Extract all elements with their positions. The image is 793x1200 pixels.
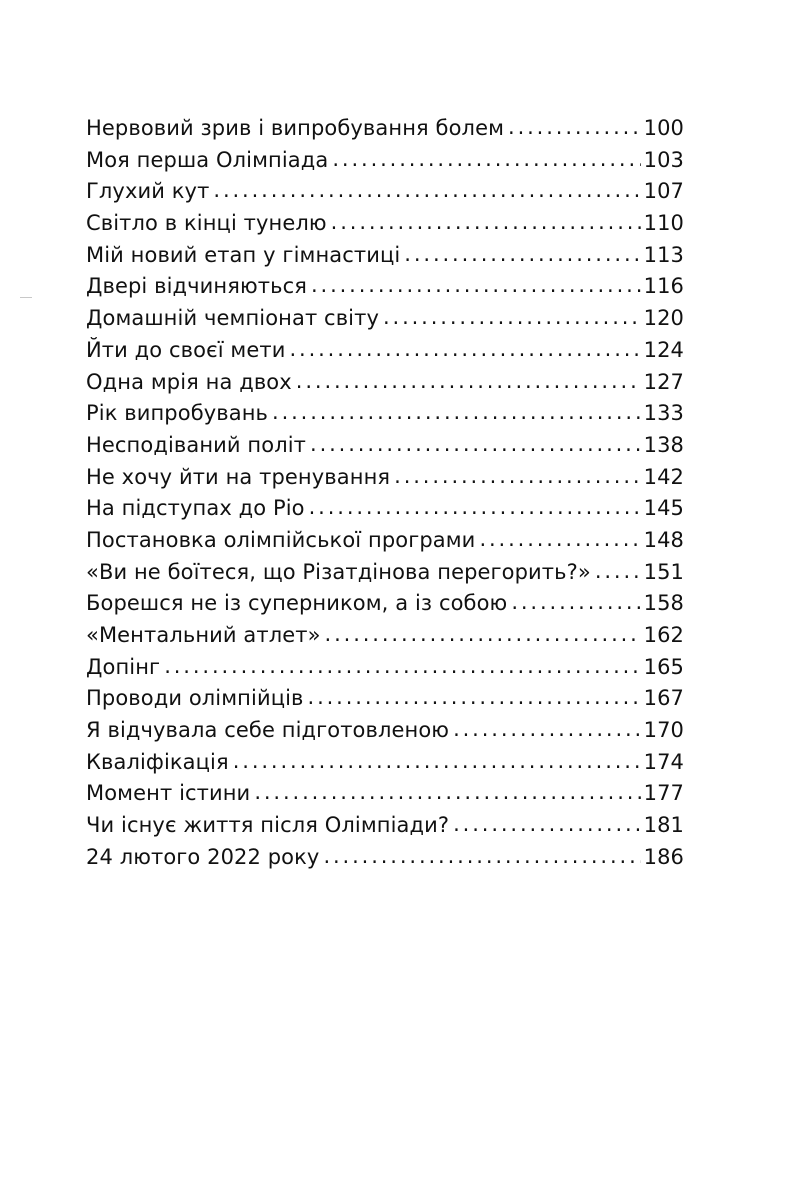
toc-entry-page-number: 120 bbox=[643, 306, 684, 331]
toc-entry-title: Нервовий зрив і випробування болем bbox=[86, 116, 505, 140]
toc-entry-title: Глухий кут bbox=[86, 179, 210, 204]
toc-entry bbox=[86, 465, 684, 497]
toc-entry-page-number: 145 bbox=[643, 496, 684, 521]
toc-entry-page-number: 116 bbox=[643, 274, 684, 299]
toc-entry bbox=[86, 274, 684, 306]
toc-entry bbox=[86, 338, 684, 370]
toc-dot-leader bbox=[332, 147, 640, 171]
toc-dot-leader bbox=[325, 622, 641, 646]
toc-entry-title: 24 лютого 2022 року bbox=[86, 844, 320, 869]
toc-entry bbox=[86, 623, 684, 655]
toc-entry bbox=[86, 496, 684, 528]
toc-entry bbox=[86, 211, 684, 243]
toc-entry-page-number: 110 bbox=[643, 211, 684, 236]
toc-entry-title: Допінг bbox=[86, 654, 161, 679]
toc-entry bbox=[86, 433, 684, 465]
toc-entry-title: Світло в кінці тунелю bbox=[86, 211, 327, 236]
toc-entry-title: Чи існує життя після Олімпіади? bbox=[86, 813, 450, 838]
toc-entry-page-number: 167 bbox=[643, 686, 684, 711]
toc-entry bbox=[86, 179, 684, 211]
toc-dot-leader bbox=[308, 685, 641, 709]
toc-entry bbox=[86, 148, 684, 180]
toc-dot-leader bbox=[394, 464, 640, 488]
toc-dot-leader bbox=[508, 115, 641, 139]
toc-entry bbox=[86, 750, 684, 782]
toc-dot-leader bbox=[511, 590, 640, 614]
toc-entry bbox=[86, 813, 684, 845]
toc-entry-page-number: 107 bbox=[643, 179, 684, 204]
toc-entry bbox=[86, 655, 684, 687]
toc-entry-title: Одна мрія на двох bbox=[86, 369, 292, 394]
toc-entry bbox=[86, 845, 684, 877]
toc-entry bbox=[86, 686, 684, 718]
toc-dot-leader bbox=[331, 210, 641, 234]
toc-entry bbox=[86, 401, 684, 433]
toc-entry bbox=[86, 718, 684, 750]
toc-entry-page-number: 148 bbox=[643, 527, 684, 552]
toc-entry bbox=[86, 560, 684, 592]
toc-entry-title: На підступах до Ріо bbox=[86, 496, 305, 521]
toc-dot-leader bbox=[479, 527, 640, 551]
toc-dot-leader bbox=[595, 559, 641, 583]
toc-entry bbox=[86, 116, 684, 148]
toc-entry-page-number: 177 bbox=[643, 781, 684, 806]
toc-entry-page-number: 165 bbox=[643, 654, 684, 679]
toc-entry-page-number: 174 bbox=[643, 749, 684, 774]
toc-entry-title: Кваліфікація bbox=[86, 749, 229, 774]
toc-entry bbox=[86, 243, 684, 275]
toc-dot-leader bbox=[310, 432, 641, 456]
toc-entry-title: Моя перша Олімпіада bbox=[86, 147, 329, 172]
toc-dot-leader bbox=[289, 337, 640, 361]
toc-entry-page-number: 158 bbox=[643, 591, 684, 616]
toc-entry-page-number: 127 bbox=[643, 369, 684, 394]
toc-dot-leader bbox=[254, 780, 640, 804]
toc-entry-page-number: 113 bbox=[643, 242, 684, 267]
toc-dot-leader bbox=[311, 273, 641, 297]
toc-entry-title: Йти до своєї мети bbox=[86, 337, 286, 362]
toc-entry-page-number: 133 bbox=[643, 401, 684, 426]
toc-entry-page-number: 151 bbox=[643, 559, 684, 584]
toc-entry-page-number: 100 bbox=[643, 116, 684, 140]
toc-dot-leader bbox=[272, 400, 641, 424]
toc-entry bbox=[86, 306, 684, 338]
toc-entry-title: «Ви не боїтеся, що Різатдінова перегорить?» bbox=[86, 559, 591, 584]
toc-entry bbox=[86, 370, 684, 402]
toc-entry-page-number: 142 bbox=[643, 464, 684, 489]
toc-entry-title: Борешся не із суперником, а із собою bbox=[86, 591, 508, 616]
toc-dot-leader bbox=[213, 178, 640, 202]
toc-dot-leader bbox=[404, 242, 640, 266]
toc-dot-leader bbox=[453, 717, 641, 741]
toc-entry-page-number: 170 bbox=[643, 718, 684, 743]
scan-artifact-mark bbox=[20, 297, 32, 298]
toc-entry-page-number: 138 bbox=[643, 432, 684, 457]
toc-entry-page-number: 124 bbox=[643, 337, 684, 362]
toc-entry-title: Постановка олімпійської програми bbox=[86, 527, 476, 552]
toc-dot-leader bbox=[323, 844, 640, 868]
toc-entry-page-number: 181 bbox=[643, 813, 684, 838]
toc-dot-leader bbox=[296, 369, 641, 393]
toc-dot-leader bbox=[453, 812, 640, 836]
toc-dot-leader bbox=[164, 654, 640, 678]
toc-dot-leader bbox=[383, 305, 641, 329]
toc-entry bbox=[86, 781, 684, 813]
toc-entry-page-number: 162 bbox=[643, 623, 684, 647]
toc-dot-leader bbox=[233, 749, 641, 773]
toc-entry-title: Момент істини bbox=[86, 781, 251, 806]
toc-entry-title: Домашній чемпіонат світу bbox=[86, 306, 379, 331]
toc-entry-title: Проводи олімпійців bbox=[86, 686, 304, 711]
toc-entry-page-number: 186 bbox=[643, 844, 684, 869]
toc-entry-title: Не хочу йти на тренування bbox=[86, 464, 391, 489]
toc-entry-title: Я відчувала себе підготовленою bbox=[86, 718, 450, 743]
table-of-contents bbox=[86, 116, 684, 877]
toc-entry bbox=[86, 591, 684, 623]
toc-entry-title: Мій новий етап у гімнастиці bbox=[86, 242, 401, 267]
toc-entry bbox=[86, 528, 684, 560]
toc-entry-title: Рік випробувань bbox=[86, 401, 269, 426]
toc-entry-page-number: 103 bbox=[643, 147, 684, 172]
toc-entry-title: Несподіваний політ bbox=[86, 432, 307, 457]
toc-entry-title: «Ментальний атлет» bbox=[86, 623, 321, 647]
toc-dot-leader bbox=[309, 495, 641, 519]
toc-entry-title: Двері відчиняються bbox=[86, 274, 307, 299]
